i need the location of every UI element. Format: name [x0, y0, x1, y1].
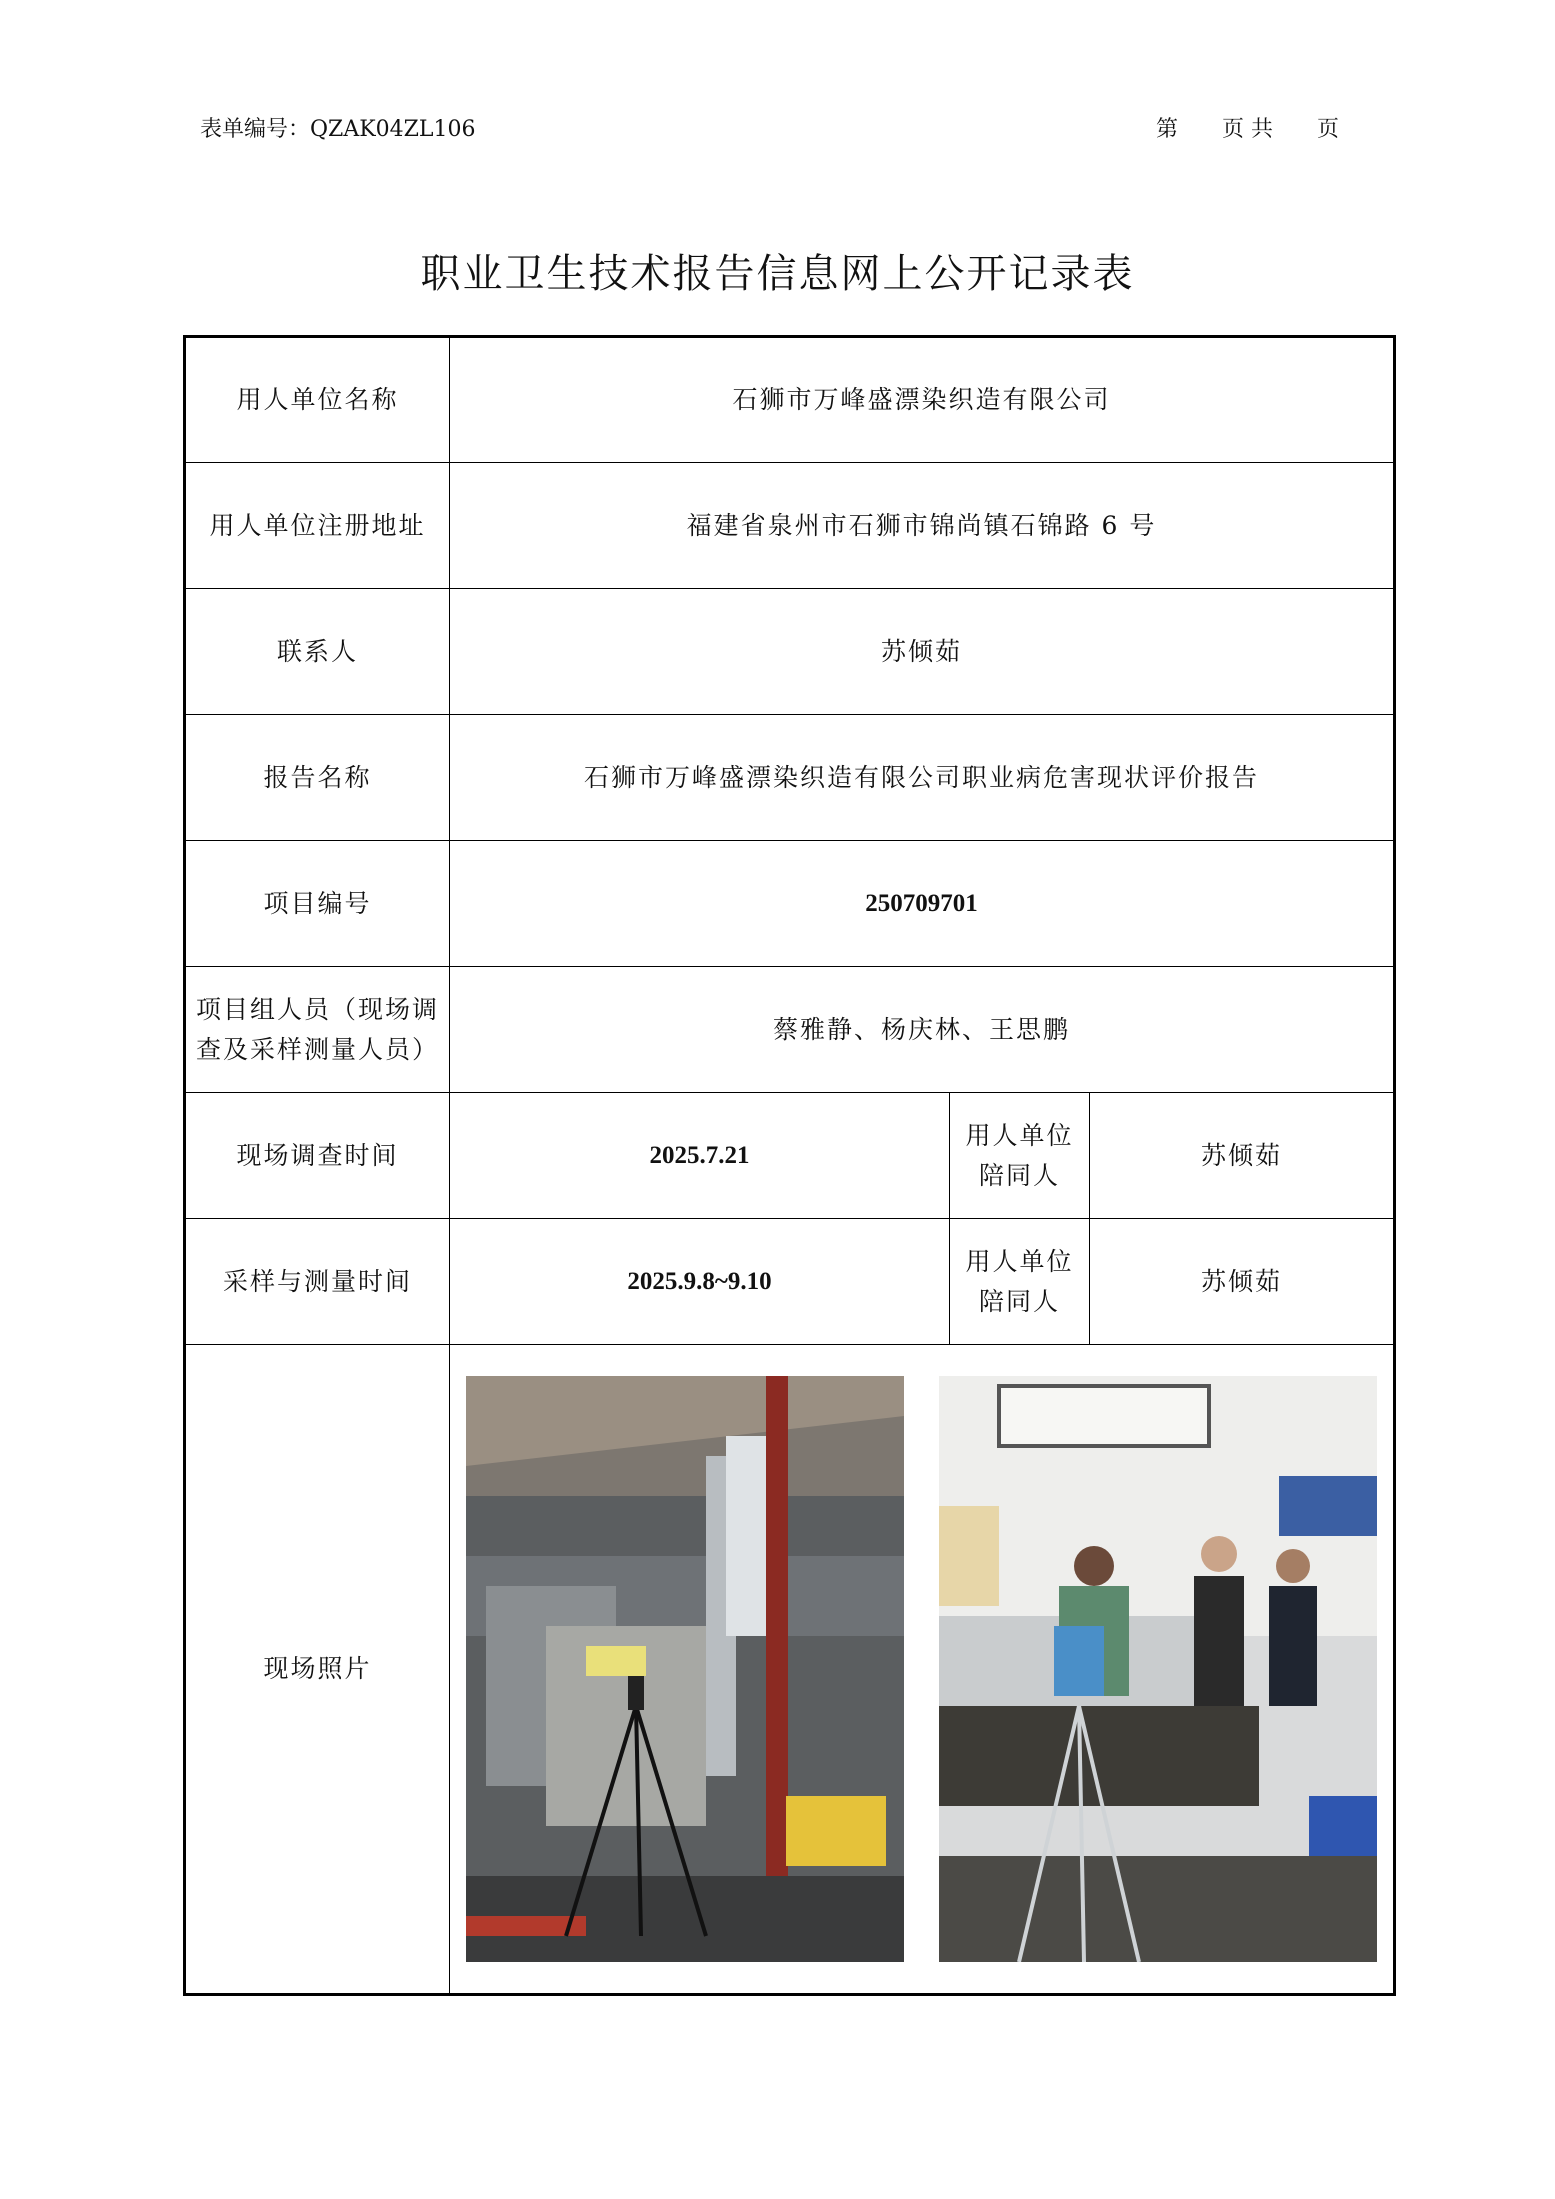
photos-label: 现场照片 [185, 1345, 450, 1995]
employer-address-label: 用人单位注册地址 [185, 463, 450, 589]
page-indicator [1156, 112, 1339, 143]
sampling-escort-label [950, 1219, 1090, 1345]
sampling-date: 2025.9.8~9.10 [450, 1219, 950, 1345]
photos-cell [450, 1345, 1395, 1995]
survey-escort-label-line2: 陪同人 [978, 1160, 1060, 1190]
row-photos [185, 1345, 1395, 1995]
employer-name-label: 用人单位名称 [185, 337, 450, 463]
survey-date: 2025.7.21 [450, 1093, 950, 1219]
site-photo-1 [466, 1376, 904, 1962]
page-ye-gong: 页 共 [1222, 117, 1274, 142]
employer-name-value: 石狮市万峰盛漂染织造有限公司 [450, 337, 1395, 463]
record-table [183, 335, 1396, 1996]
survey-escort-label [950, 1093, 1090, 1219]
sampling-escort-label-line1: 用人单位 [965, 1246, 1074, 1276]
employer-address-value: 福建省泉州市石狮市锦尚镇石锦路 6 号 [450, 463, 1395, 589]
report-name-value: 石狮市万峰盛漂染织造有限公司职业病危害现状评价报告 [450, 715, 1395, 841]
row-employer-address [185, 463, 1395, 589]
contact-label: 联系人 [185, 589, 450, 715]
page-ye: 页 [1317, 117, 1340, 142]
survey-escort-value: 苏倾茹 [1090, 1093, 1395, 1219]
survey-escort-label-line1: 用人单位 [965, 1120, 1074, 1150]
row-contact [185, 589, 1395, 715]
page-title: 职业卫生技术报告信息网上公开记录表 [420, 251, 1135, 297]
survey-label: 现场调查时间 [185, 1093, 450, 1219]
row-team [185, 967, 1395, 1093]
row-survey [185, 1093, 1395, 1219]
team-label [185, 967, 450, 1093]
site-photo-1-image [466, 1376, 904, 1962]
page-di: 第 [1156, 117, 1179, 142]
team-value: 蔡雅静、杨庆林、王思鹏 [450, 967, 1395, 1093]
row-report-name [185, 715, 1395, 841]
team-label-line1: 项目组人员（现场调 [195, 994, 439, 1024]
form-number: 表单编号：QZAK04ZL106 [200, 117, 476, 142]
team-label-line2: 查及采样测量人员） [195, 1034, 439, 1064]
row-sampling [185, 1219, 1395, 1345]
row-employer-name [185, 337, 1395, 463]
project-no-value: 250709701 [450, 841, 1395, 967]
row-project-no [185, 841, 1395, 967]
contact-value: 苏倾茹 [450, 589, 1395, 715]
site-photo-2 [939, 1376, 1377, 1962]
sampling-escort-value: 苏倾茹 [1090, 1219, 1395, 1345]
report-name-label: 报告名称 [185, 715, 450, 841]
project-no-label: 项目编号 [185, 841, 450, 967]
sampling-label: 采样与测量时间 [185, 1219, 450, 1345]
sampling-escort-label-line2: 陪同人 [978, 1286, 1060, 1316]
site-photo-2-image [939, 1376, 1377, 1962]
